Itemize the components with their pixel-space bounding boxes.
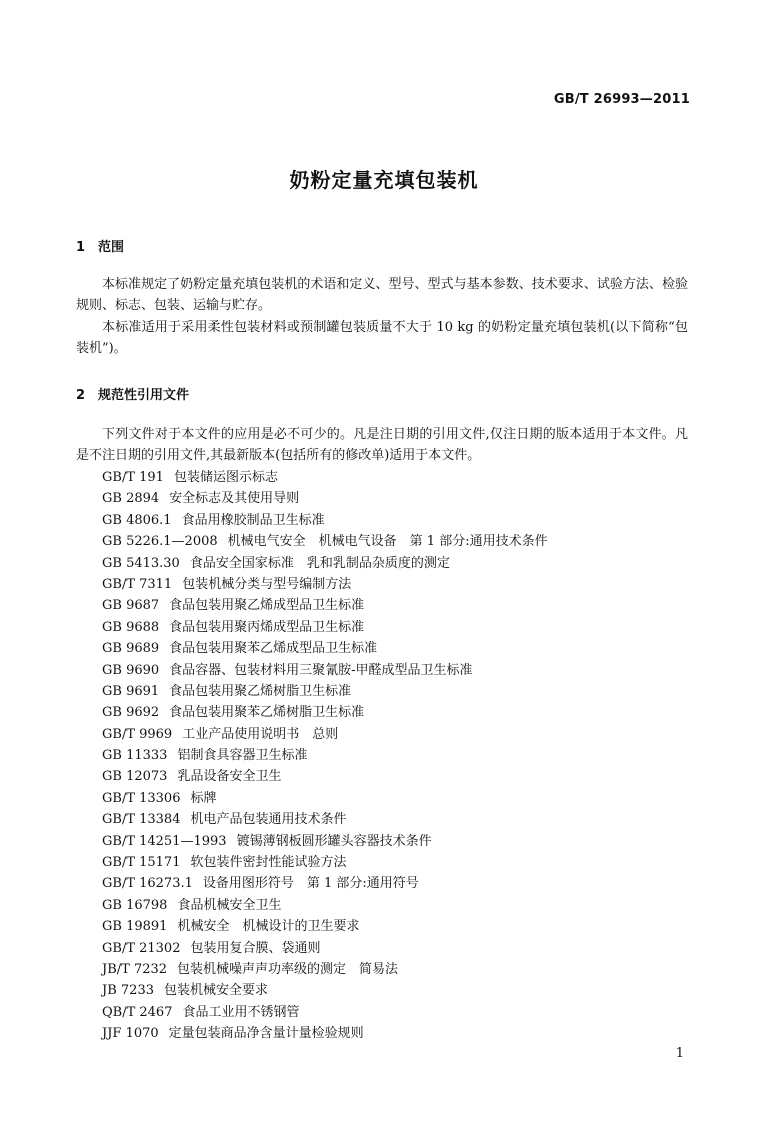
reference-title: 食品包装用聚丙烯成型品卫生标准 bbox=[169, 619, 365, 635]
reference-code: GB 5226.1—2008 bbox=[102, 534, 218, 550]
reference-title: 软包装件密封性能试验方法 bbox=[190, 855, 347, 871]
reference-item bbox=[102, 1023, 548, 1044]
section-number: 1 bbox=[76, 240, 86, 255]
reference-title: 食品容器、包装材料用三聚氰胺-甲醛成型品卫生标准 bbox=[169, 662, 473, 678]
document-title: 奶粉定量充填包装机 bbox=[289, 168, 479, 192]
reference-item bbox=[102, 831, 548, 852]
reference-title: 标牌 bbox=[190, 790, 217, 806]
reference-item bbox=[102, 1002, 548, 1023]
reference-title: 设备用图形符号 第 1 部分:通用符号 bbox=[202, 876, 419, 892]
section-title: 范围 bbox=[98, 240, 125, 255]
reference-code: GB 9689 bbox=[102, 641, 160, 657]
reference-code: JB/T 7232 bbox=[102, 961, 168, 977]
reference-item bbox=[102, 574, 548, 595]
reference-code: GB 9691 bbox=[102, 683, 160, 699]
reference-title: 食品工业用不锈钢管 bbox=[182, 1004, 300, 1020]
reference-item bbox=[102, 873, 548, 894]
reference-code: GB 2894 bbox=[102, 491, 160, 507]
reference-title: 安全标志及其使用导则 bbox=[169, 491, 300, 507]
section-number: 2 bbox=[76, 388, 86, 403]
reference-code: GB/T 21302 bbox=[102, 940, 181, 956]
reference-code: GB 12073 bbox=[102, 769, 168, 785]
reference-title: 食品机械安全卫生 bbox=[177, 897, 282, 913]
applicability-paragraph: 本标准适用于采用柔性包装材料或预制罐包装质量不大于 10 kg 的奶粉定量充填包装机(以下简称“包装机”)。 bbox=[76, 320, 688, 356]
reference-code: GB 19891 bbox=[102, 919, 168, 935]
reference-title: 镀锡薄钢板圆形罐头容器技术条件 bbox=[236, 833, 432, 849]
reference-code: GB/T 9969 bbox=[102, 726, 173, 742]
reference-item bbox=[102, 510, 548, 531]
reference-item bbox=[102, 916, 548, 937]
reference-item bbox=[102, 681, 548, 702]
reference-title: 包装机械分类与型号编制方法 bbox=[182, 576, 352, 592]
reference-code: GB 11333 bbox=[102, 748, 168, 764]
reference-item bbox=[102, 467, 548, 488]
reference-title: 食品包装用聚苯乙烯成型品卫生标准 bbox=[169, 641, 378, 657]
reference-title: 食品包装用聚乙烯成型品卫生标准 bbox=[169, 598, 365, 614]
reference-code: JJF 1070 bbox=[102, 1026, 159, 1042]
scope-paragraph: 本标准规定了奶粉定量充填包装机的术语和定义、型号、型式与基本参数、技术要求、试验方法、检验规则、标志、包装、运输与贮存。 bbox=[76, 277, 688, 313]
reference-title: 定量包装商品净含量计量检验规则 bbox=[168, 1026, 364, 1042]
reference-code: GB/T 15171 bbox=[102, 855, 181, 871]
reference-item bbox=[102, 617, 548, 638]
reference-code: GB 16798 bbox=[102, 897, 168, 913]
section-2-heading bbox=[76, 384, 189, 403]
page-number: 1 bbox=[675, 1046, 684, 1061]
reference-item bbox=[102, 531, 548, 552]
reference-title: 机电产品包装通用技术条件 bbox=[190, 812, 347, 828]
reference-title: 机械安全 机械设计的卫生要求 bbox=[177, 919, 360, 935]
reference-item bbox=[102, 702, 548, 723]
reference-item bbox=[102, 745, 548, 766]
reference-code: GB/T 16273.1 bbox=[102, 876, 193, 892]
reference-title: 工业产品使用说明书 总则 bbox=[182, 726, 339, 742]
reference-item bbox=[102, 938, 548, 959]
reference-item bbox=[102, 488, 548, 509]
reference-item bbox=[102, 980, 548, 1001]
references-intro-paragraph: 下列文件对于本文件的应用是必不可少的。凡是注日期的引用文件,仅注日期的版本适用于本文件。凡是不注日期的引用文件,其最新版本(包括所有的修改单)适用于本文件。 bbox=[76, 427, 688, 463]
reference-code: GB 9690 bbox=[102, 662, 160, 678]
reference-code: GB/T 191 bbox=[102, 470, 164, 485]
reference-title: 食品包装用聚乙烯树脂卫生标准 bbox=[169, 683, 352, 699]
reference-item bbox=[102, 595, 548, 616]
section-1-heading bbox=[76, 236, 124, 255]
reference-item bbox=[102, 895, 548, 916]
reference-code: QB/T 2467 bbox=[102, 1004, 173, 1020]
standard-number: GB/T 26993—2011 bbox=[553, 92, 690, 107]
reference-code: GB 9687 bbox=[102, 598, 160, 614]
reference-code: GB 9688 bbox=[102, 619, 160, 635]
reference-code: JB 7233 bbox=[102, 983, 154, 999]
reference-item bbox=[102, 809, 548, 830]
reference-item bbox=[102, 553, 548, 574]
reference-code: GB 4806.1 bbox=[102, 512, 172, 528]
reference-title: 机械电气安全 机械电气设备 第 1 部分:通用技术条件 bbox=[227, 534, 548, 550]
reference-code: GB/T 14251—1993 bbox=[102, 833, 227, 849]
reference-title: 包装机械噪声声功率级的测定 简易法 bbox=[177, 961, 399, 977]
reference-title: 食品包装用聚苯乙烯树脂卫生标准 bbox=[169, 705, 365, 721]
reference-title: 乳品设备安全卫生 bbox=[177, 769, 282, 785]
reference-title: 包装用复合膜、袋通则 bbox=[190, 940, 321, 956]
reference-code: GB 9692 bbox=[102, 705, 160, 721]
reference-code: GB/T 7311 bbox=[102, 576, 173, 592]
reference-title: 食品安全国家标准 乳和乳制品杂质度的测定 bbox=[189, 555, 450, 571]
reference-item bbox=[102, 724, 548, 745]
reference-title: 食品用橡胶制品卫生标准 bbox=[181, 512, 325, 528]
reference-title: 包装机械安全要求 bbox=[163, 983, 268, 999]
reference-code: GB 5413.30 bbox=[102, 555, 180, 571]
reference-item bbox=[102, 766, 548, 787]
reference-item bbox=[102, 852, 548, 873]
reference-item bbox=[102, 959, 548, 980]
reference-title: 铝制食具容器卫生标准 bbox=[177, 748, 308, 764]
reference-item bbox=[102, 788, 548, 809]
section-title: 规范性引用文件 bbox=[98, 388, 190, 403]
reference-code: GB/T 13384 bbox=[102, 812, 181, 828]
normative-reference-list bbox=[102, 467, 548, 1045]
reference-title: 包装储运图示标志 bbox=[173, 470, 278, 485]
reference-code: GB/T 13306 bbox=[102, 790, 181, 806]
reference-item bbox=[102, 660, 548, 681]
reference-item bbox=[102, 638, 548, 659]
